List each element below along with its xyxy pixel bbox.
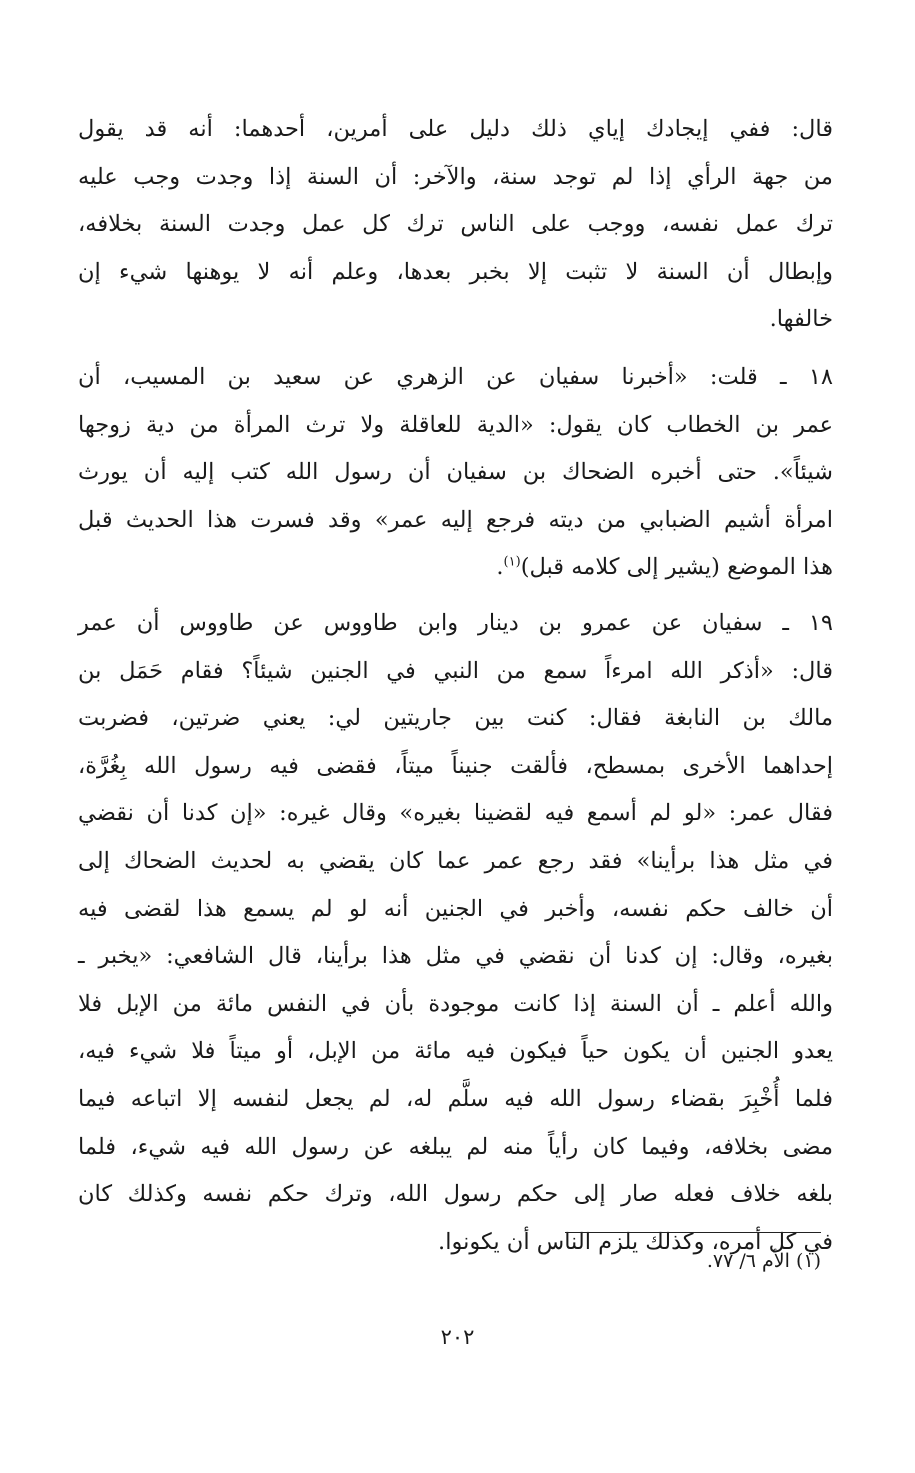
paragraph-line-text: هذا الموضع (يشير إلى كلامه قبل) [520, 554, 833, 581]
paragraph-line: شيئاً». حتى أخبره الضحاك بن سفيان أن رسول الله كتب إليه أن يورث [78, 459, 833, 486]
paragraph-line: أن خالف حكم نفسه، وأخبر في الجنين أنه لو لم يسمع هذا لقضى فيه [78, 895, 833, 922]
paragraph-line: في مثل هذا برأينا» فقد رجع عمر عما كان يقضي به لحديث الضحاك إلى [78, 847, 833, 874]
paragraph-line: وإبطال أن السنة لا تثبت إلا بخبر بعدها، وعلم أنه لا يوهنها شيء إن [78, 258, 833, 285]
paragraph-3 [78, 600, 833, 1266]
paragraph-line: من جهة الرأي إذا لم توجد سنة، والآخر: أن السنة إذا وجدت وجب عليه [78, 163, 833, 190]
paragraph-line: امرأة أشيم الضبابي من ديته فرجع إليه عمر» وقد فسرت هذا الحديث قبل [78, 506, 833, 533]
paragraph-line: في كل أمره، وكذلك يلزم الناس أن يكونوا. [438, 1228, 833, 1255]
footnote-reference[interactable]: (١) [503, 554, 521, 570]
paragraph-line: خالفها. [769, 306, 833, 333]
paragraph-line: ترك عمل نفسه، ووجب على الناس ترك كل عمل وجدت السنة بخلافه، [78, 211, 833, 238]
page-number: ٢٠٢ [440, 1325, 475, 1349]
paragraph-line-with-footnote [78, 544, 833, 592]
paragraph-line: عمر بن الخطاب كان يقول: «الدية للعاقلة ولا ترث المرأة من دية زوجها [78, 411, 833, 438]
paragraph-2 [78, 354, 833, 592]
paragraph-line: ١٨ ـ قلت: «أخبرنا سفيان عن الزهري عن سعيد بن المسيب، أن [78, 364, 833, 390]
paragraph-line: يعدو الجنين أن يكون حياً فيكون فيه مائة من الإبل، أو ميتاً فلا شيء فيه، [78, 1038, 833, 1065]
paragraph-line: إحداهما الأخرى بمسطح، فألقت جنيناً ميتاً، فقضى فيه رسول الله بِغُرَّة، [78, 752, 833, 779]
paragraph-line: فقال عمر: «لو لم أسمع فيه لقضينا بغيره» وقال غيره: «إن كدنا أن نقضي [78, 800, 833, 827]
paragraph-line: قال: ففي إيجادك إياي ذلك دليل على أمرين، أحدهما: أنه قد يقول [78, 116, 833, 142]
paragraph-line: مالك بن النابغة فقال: كنت بين جاريتين لي: يعني ضرتين، فضربت [78, 705, 833, 732]
paragraph-1 [78, 106, 833, 344]
footnote-divider [565, 1232, 821, 1233]
paragraph-line: قال: «أذكر الله امرءاً سمع من النبي في الجنين شيئاً؟ فقام حَمَل بن [78, 657, 833, 684]
paragraph-line: ١٩ ـ سفيان عن عمرو بن دينار وابن طاووس عن طاووس أن عمر [78, 610, 833, 636]
footnote-text: (١) الأم ٦/ ٧٧. [706, 1250, 821, 1272]
paragraph-line: بلغه خلاف فعله صار إلى حكم رسول الله، وترك حكم نفسه وكذلك كان [78, 1181, 833, 1208]
paragraph-line: والله أعلم ـ أن السنة إذا كانت موجودة بأن في النفس مائة من الإبل فلا [78, 990, 833, 1017]
sentence-end: . [496, 554, 504, 581]
paragraph-line: فلما أُخْبِرَ بقضاء رسول الله فيه سلَّم له، لم يجعل لنفسه إلا اتباعه فيما [78, 1085, 833, 1112]
paragraph-line: بغيره، وقال: إن كدنا أن نقضي في مثل هذا برأينا، قال الشافعي: «يخبر ـ [78, 943, 833, 970]
paragraph-line: مضى بخلافه، وفيما كان رأياً منه لم يبلغه عن رسول الله فيه شيء، فلما [78, 1133, 833, 1160]
